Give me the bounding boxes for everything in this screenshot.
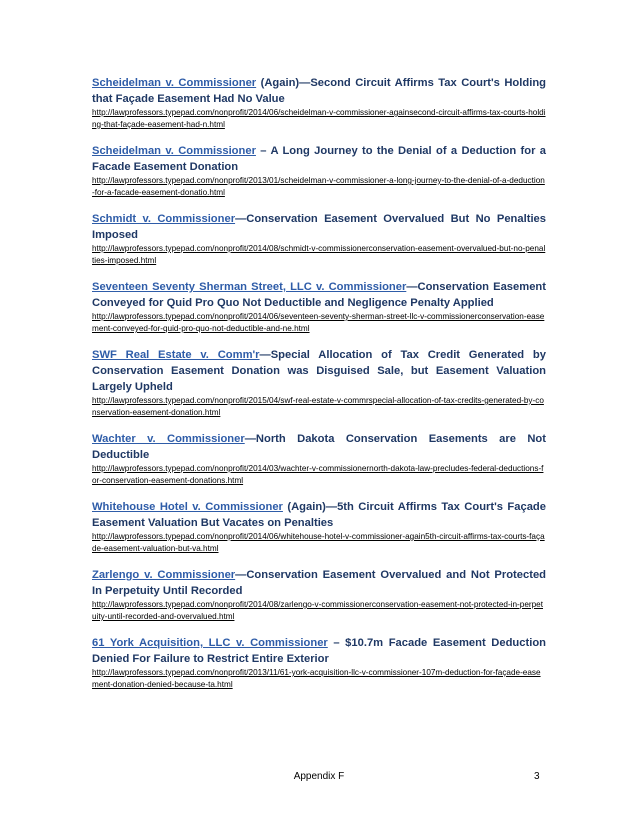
case-description: (Again)—5th Circuit Affirms Tax Court's Façade Easement Valuation But Vacates on Penalties [92,501,546,529]
case-description: —Conservation Easement Conveyed for Quid Pro Quo Not Deductible and Negligence Penalty Applied [92,281,546,309]
case-entry [92,499,546,555]
case-title [92,75,546,107]
case-title [92,211,546,243]
case-url-link[interactable]: http://lawprofessors.typepad.com/nonprofit/2014/03/wachter-v-commissionernorth-dakota-law-precludes-federal-deductions-for-conservation-easement-donations.html [92,464,544,485]
case-entry [92,279,546,335]
case-entry [92,431,546,487]
case-title [92,635,546,667]
case-title [92,143,546,175]
case-title [92,347,546,395]
case-name-link[interactable]: Seventeen Seventy Sherman Street, LLC v. Commissioner [92,281,407,293]
case-entry [92,75,546,131]
case-entry [92,143,546,199]
case-name-link[interactable]: Zarlengo v. Commissioner [92,569,236,581]
case-description: – A Long Journey to the Denial of a Deduction for a Facade Easement Donation [92,145,546,173]
case-url-link[interactable]: http://lawprofessors.typepad.com/nonprofit/2014/06/whitehouse-hotel-v-commissioner-again5th-circuit-affirms-tax-courts-façade-easement-valuation-but-va.html [92,532,545,553]
case-url-link[interactable]: http://lawprofessors.typepad.com/nonprofit/2013/11/61-york-acquisition-llc-v-commissioner-107m-deduction-for-façade-easement-donation-denied-because-ta.html [92,668,541,689]
case-name-link[interactable]: 61 York Acquisition, LLC v. Commissioner [92,637,328,649]
case-name-link[interactable]: SWF Real Estate v. Comm'r [92,349,260,361]
footer-page-number: 3 [534,771,540,782]
case-title [92,567,546,599]
case-name-link[interactable]: Scheidelman v. Commissioner [92,77,257,89]
case-name-link[interactable]: Schmidt v. Commissioner [92,213,236,225]
case-description: —Conservation Easement Overvalued But No Penalties Imposed [92,213,546,241]
case-entry [92,347,546,419]
case-description: – $10.7m Facade Easement Deduction Denied For Failure to Restrict Entire Exterior [92,637,546,665]
case-url-link[interactable]: http://lawprofessors.typepad.com/nonprofit/2013/01/scheidelman-v-commissioner-a-long-journey-to-the-denial-of-a-deduction-for-a-facade-easement-donatio.html [92,176,545,197]
case-url-link[interactable]: http://lawprofessors.typepad.com/nonprofit/2014/08/schmidt-v-commissionerconservation-easement-overvalued-but-no-penalties-imposed.html [92,244,546,265]
case-description: —Special Allocation of Tax Credit Generated by Conservation Easement Donation was Disguised Sale, but Easement Valuation Largely Upheld [92,349,546,393]
case-url-link[interactable]: http://lawprofessors.typepad.com/nonprofit/2014/06/scheidelman-v-commissioner-againsecond-circuit-affirms-tax-courts-holding-that-façade-easement-had-n.html [92,108,546,129]
case-entry [92,211,546,267]
case-name-link[interactable]: Whitehouse Hotel v. Commissioner [92,501,283,513]
case-name-link[interactable]: Wachter v. Commissioner [92,433,245,445]
case-url-link[interactable]: http://lawprofessors.typepad.com/nonprofit/2015/04/swf-real-estate-v-commrspecial-allocation-of-tax-credits-generated-by-conservation-easement-donation.html [92,396,544,417]
case-description: (Again)—Second Circuit Affirms Tax Court's Holding that Façade Easement Had No Value [92,77,546,105]
case-title [92,499,546,531]
case-list [92,75,546,703]
case-name-link[interactable]: Scheidelman v. Commissioner [92,145,256,157]
case-url-link[interactable]: http://lawprofessors.typepad.com/nonprofit/2014/06/seventeen-seventy-sherman-street-llc-v-commissionerconservation-easement-conveyed-for-quid-pro-quo-not-deductible-and-ne.html [92,312,545,333]
case-title [92,279,546,311]
case-url-link[interactable]: http://lawprofessors.typepad.com/nonprofit/2014/08/zarlengo-v-commissionerconservation-easement-not-protected-in-perpetuity-until-recorded-and-overvalued.html [92,600,543,621]
case-entry [92,635,546,691]
case-description: —Conservation Easement Overvalued and Not Protected In Perpetuity Until Recorded [92,569,546,597]
case-description: —North Dakota Conservation Easements are Not Deductible [92,433,546,461]
case-entry [92,567,546,623]
footer-appendix-label: Appendix F [293,771,345,782]
case-title [92,431,546,463]
